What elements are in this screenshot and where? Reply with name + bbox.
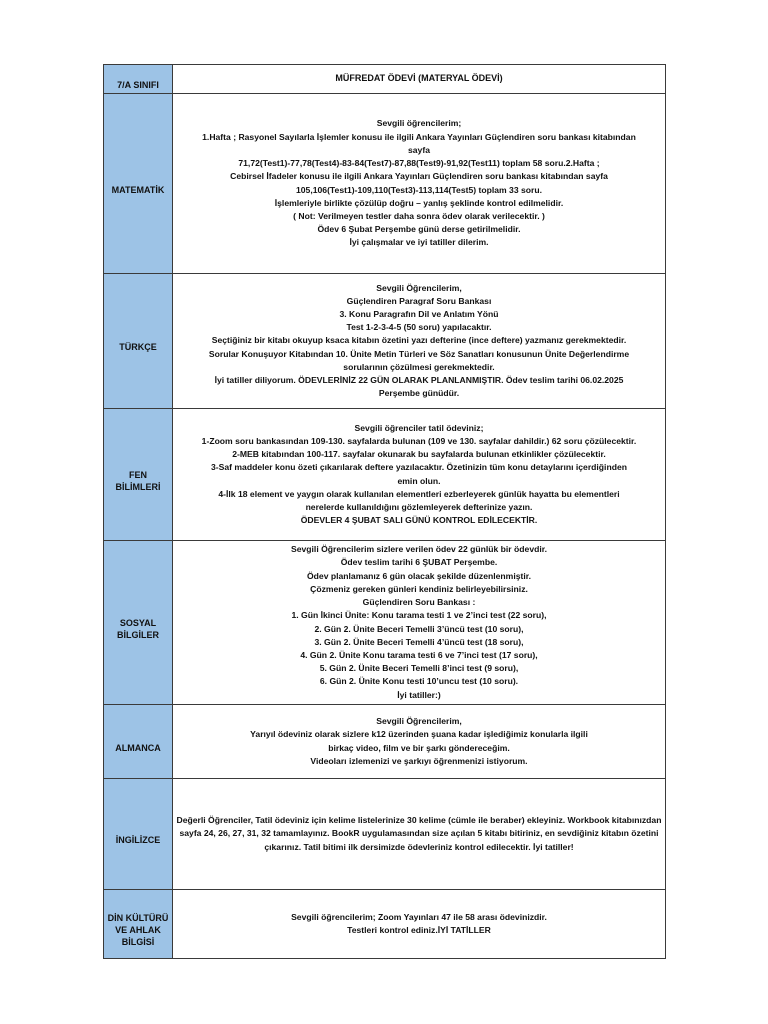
- subject-name: MATEMATİK: [111, 184, 165, 195]
- homework-line: Sorular Konuşuyor Kitabından 10. Ünite Metin Türleri ve Söz Sanatları konusunun Ünite Değerlendirme: [208, 348, 630, 359]
- homework-line: Güçlendiren Paragraf Soru Bankası: [346, 295, 492, 306]
- homework-text-cell: [173, 409, 666, 541]
- homework-line: Sevgili Öğrencilerim,: [376, 282, 462, 293]
- homework-line: 3-Saf maddeler konu özeti çıkarılarak deftere yazılacaktır. Özetinizin tüm konu detaylarını içerdiğinden: [211, 462, 627, 473]
- homework-line: 1-Zoom soru bankasından 109-130. sayfalarda bulunan (109 ve 130. sayfalar dahildir.) 62 soru çözülecektir.: [201, 435, 637, 446]
- homework-line: 5. Gün 2. Ünite Beceri Temelli 8’inci test (9 soru),: [319, 663, 519, 674]
- subject-name: TÜRKÇE: [119, 342, 157, 352]
- homework-line: 6. Gün 2. Ünite Konu testi 10’uncu test (10 soru).: [319, 676, 519, 687]
- homework-line: İşlemleriyle birlikte çözülüp doğru – yanlış şeklinde kontrol edilmelidir.: [274, 197, 564, 208]
- homework-line: 2. Gün 2. Ünite Beceri Temelli 3’üncü test (10 soru),: [314, 623, 524, 634]
- homework-text-cell: [173, 890, 666, 959]
- homework-line: emin olun.: [397, 475, 441, 486]
- class-label-cell: [104, 65, 173, 94]
- subject-name-cell: [104, 94, 173, 274]
- homework-line: birkaç video, film ve bir şarkı göndereceğim.: [328, 742, 510, 753]
- homework-line: Testleri kontrol ediniz.İYİ TATİLLER: [347, 925, 491, 935]
- homework-paragraph: Değerli Öğrenciler, Tatil ödeviniz için kelime listelerinize 30 kelime (cümle ile beraber) ekleyiniz. Workbook kitabınızdan sayfa 24, 26, 27, 31, 32 tamamlayınız. BookR uygulamasından size açılan 5 kitabı bitiriniz, en sevdiğiniz kitabın özetini çıkarınız. Tatil bitimi ilk dersimizde ödevleriniz kontrol edilecektir. İyi tatiller!: [176, 815, 662, 852]
- homework-line: ( Not: Verilmeyen testler daha sonra ödev olarak verilecektir. ): [293, 210, 545, 221]
- homework-line: Ödev teslim tarihi 6 ŞUBAT Perşembe.: [340, 557, 498, 568]
- subject-row-turkce: [104, 274, 666, 409]
- header-row: [104, 65, 666, 94]
- homework-line: ÖDEVLER 4 ŞUBAT SALI GÜNÜ KONTROL EDİLECEKTİR.: [300, 515, 538, 526]
- homework-line: 3. Gün 2. Ünite Beceri Temelli 4’üncü test (18 soru),: [314, 636, 524, 647]
- subject-name-cell: [104, 705, 173, 779]
- subject-row-matematik: [104, 94, 666, 274]
- subject-row-din: [104, 890, 666, 959]
- homework-text-cell: [173, 705, 666, 779]
- subject-name-cell: [104, 274, 173, 409]
- homework-line: sorularının çözülmesi gerekmektedir.: [343, 361, 495, 372]
- homework-line: 105,106(Test1)-109,110(Test3)-113,114(Test5) toplam 33 soru.: [296, 184, 542, 195]
- homework-line: Sevgili Öğrencilerim,: [376, 716, 462, 727]
- homework-line: İyi tatiller:): [397, 689, 441, 700]
- subject-row-sosyal: [104, 541, 666, 705]
- homework-line: Test 1-2-3-4-5 (50 soru) yapılacaktır.: [346, 322, 492, 333]
- homework-line: İyi çalışmalar ve iyi tatiller dilerim.: [349, 237, 489, 248]
- homework-line: sayfa: [408, 144, 430, 155]
- homework-line: 3. Konu Paragrafın Dil ve Anlatım Yönü: [339, 308, 499, 319]
- homework-line: Güçlendiren Soru Bankası :: [362, 597, 476, 608]
- homework-line: 4. Gün 2. Ünite Konu tarama testi 6 ve 7’inci test (17 soru),: [300, 649, 538, 660]
- subject-name: FEN BİLİMLERİ: [115, 469, 161, 492]
- subject-row-ingilizce: [104, 779, 666, 890]
- subject-name: DİN KÜLTÜRÜ VE AHLAK BİLGİSİ: [107, 913, 169, 947]
- table-title: MÜFREDAT ÖDEVİ (MATERYAL ÖDEVİ): [335, 73, 503, 84]
- homework-line: Seçtiğiniz bir kitabı okuyup ksaca kitabın özetini yazı defterine (ince deftere) yazmanız gerekmektedir.: [211, 335, 627, 346]
- subject-row-almanca: [104, 705, 666, 779]
- homework-text-cell: [173, 541, 666, 705]
- subject-name: SOSYAL BİLGİLER: [117, 617, 159, 640]
- homework-line: 4-İlk 18 element ve yaygın olarak kullanılan elementleri ezberleyerek günlük hayatta bu elementleri: [218, 488, 620, 499]
- homework-line: 71,72(Test1)-77,78(Test4)-83-84(Test7)-87,88(Test9)-91,92(Test11) toplam 58 soru.2.Hafta ;: [238, 158, 600, 169]
- subject-name-cell: [104, 541, 173, 705]
- homework-line: Çözmeniz gereken günleri kendiniz belirleyebilirsiniz.: [310, 583, 528, 594]
- homework-line: 2-MEB kitabından 100-117. sayfalar okunarak bu sayfalarda bulunan etkinlikler çözülecektir.: [232, 449, 606, 460]
- subject-row-fen: [104, 409, 666, 541]
- subject-name-cell: [104, 409, 173, 541]
- homework-line: 1. Gün İkinci Ünite: Konu tarama testi 1 ve 2’inci test (22 soru),: [291, 610, 547, 621]
- homework-line: 1.Hafta ; Rasyonel Sayılarla İşlemler konusu ile ilgili Ankara Yayınları Güçlendiren soru bankası kitabından: [202, 131, 636, 142]
- homework-line: Ödev planlamanız 6 gün olacak şekilde düzenlenmiştir.: [307, 570, 531, 581]
- homework-line: nerelerde kullanıldığını gözlemleyerek defterinize yazın.: [305, 501, 533, 512]
- homework-line: Videoları izlemenizi ve şarkıyı öğrenmenizi istiyorum.: [310, 755, 528, 766]
- homework-line: Sevgili Öğrencilerim sizlere verilen ödev 22 günlük bir ödevdir.: [291, 544, 547, 555]
- homework-line: Yarıyıl ödeviniz olarak sizlere k12 üzerinden şuana kadar işlediğimiz konularla ilgili: [250, 729, 588, 740]
- homework-line: Sevgili öğrencilerim;: [376, 118, 462, 129]
- subject-name: İNGİLİZCE: [115, 835, 161, 845]
- homework-line: Perşembe günüdür.: [378, 388, 460, 399]
- homework-line: Ödev 6 Şubat Perşembe günü derse getirilmelidir.: [317, 224, 521, 235]
- homework-text-cell: [173, 274, 666, 409]
- homework-line: Sevgili öğrenciler tatil ödeviniz;: [354, 422, 484, 433]
- homework-table: [103, 64, 666, 959]
- homework-line: İyi tatiller diliyorum. ÖDEVLERİNİZ 22 GÜN OLARAK PLANLANMIŞTIR. Ödev teslim tarihi 06.02.2025: [214, 375, 624, 385]
- homework-line: Sevgili öğrencilerim; Zoom Yayınları 47 ile 58 arası ödevinizdir.: [291, 911, 547, 922]
- homework-line: Cebirsel İfadeler konusu ile ilgili Ankara Yayınları Güçlendiren soru bankası kitabından sayfa: [230, 171, 608, 182]
- subject-name-cell: [104, 779, 173, 890]
- table-title-cell: [173, 65, 666, 94]
- homework-text-cell: [173, 94, 666, 274]
- subject-name-cell: [104, 890, 173, 959]
- class-label: 7/A SINIFI: [117, 80, 159, 90]
- homework-text-cell: [173, 779, 666, 890]
- subject-name: ALMANCA: [115, 742, 161, 753]
